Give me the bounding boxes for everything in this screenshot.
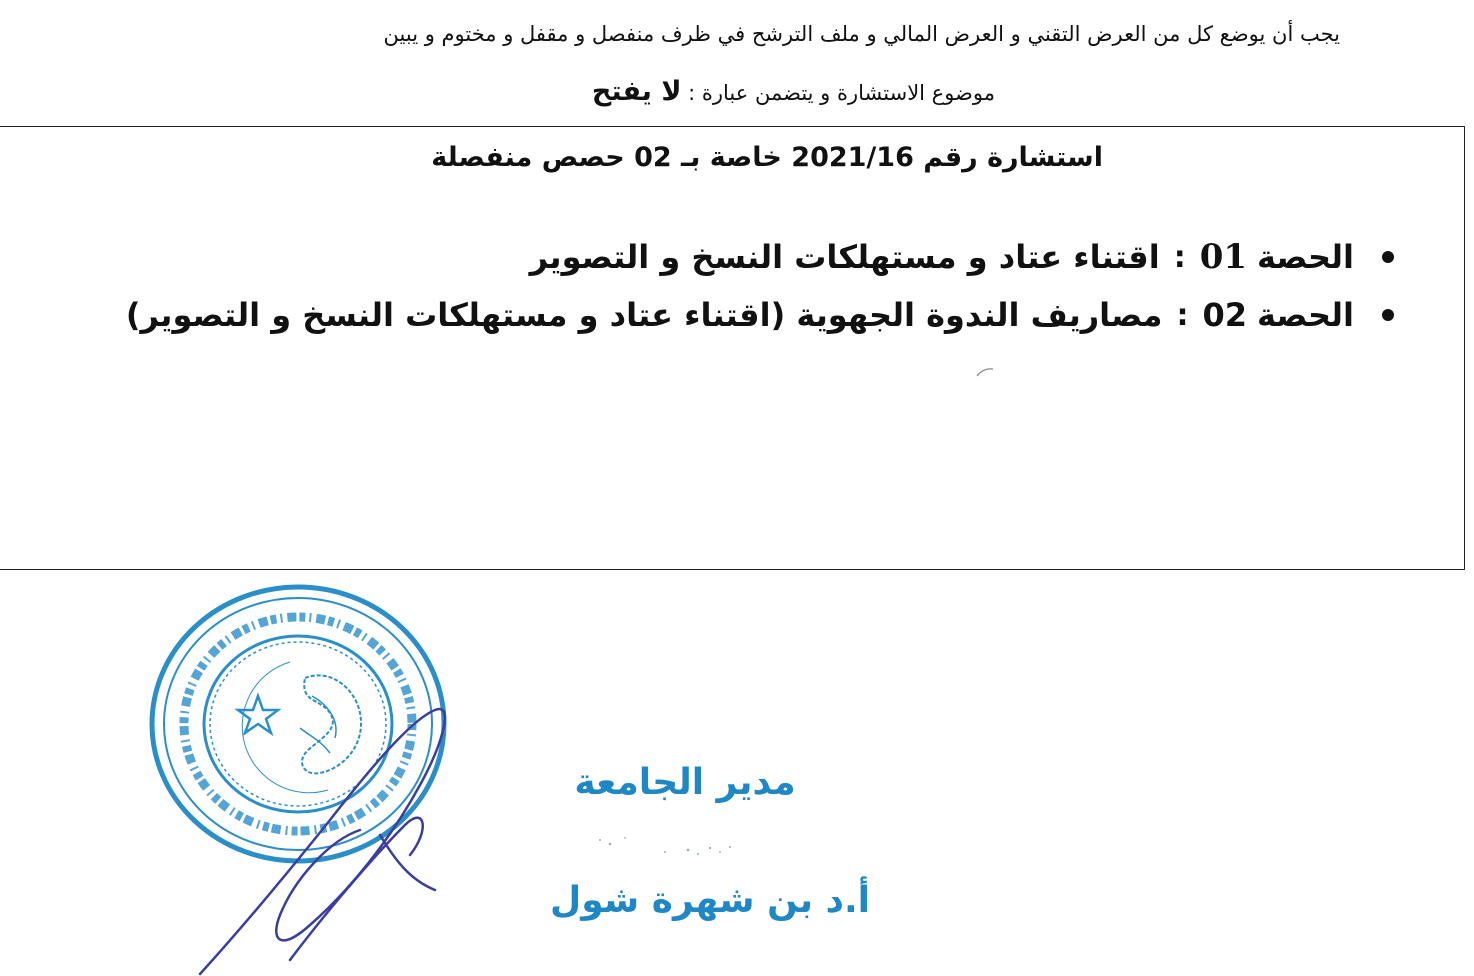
lot-item (140, 228, 1400, 286)
bullet-icon (1382, 251, 1394, 263)
instruction-text-2: موضوع الاستشارة و يتضمن عبارة : (688, 81, 995, 105)
lot-label: الحصة (1257, 238, 1354, 276)
consultation-box (0, 126, 1465, 570)
lot-separator: : (1173, 239, 1186, 275)
consultation-title: استشارة رقم 2021/16 خاصة بـ 02 حصص منفصلة (431, 142, 1103, 173)
lot-number: 02 (1202, 296, 1248, 334)
bullet-icon (1382, 309, 1394, 321)
lot-separator: : (1176, 297, 1189, 333)
stray-pen-mark (975, 366, 995, 378)
lot-description: اقتناء عتاد و مستهلكات النسخ و التصوير (529, 238, 1160, 276)
instruction-line-1 (140, 22, 1340, 46)
signatory-title: مدير الجامعة (574, 762, 796, 803)
scan-speckle (580, 830, 760, 870)
instruction-line-2 (380, 76, 995, 107)
lot-number: 01 (1199, 237, 1248, 277)
signatory-name: أ.د بن شهرة شول (549, 880, 871, 921)
lot-description: مصاريف الندوة الجهوية (اقتناء عتاد و مستهلكات النسخ و التصوير) (125, 296, 1163, 334)
lot-label: الحصة (1257, 296, 1354, 334)
handwritten-signature (180, 690, 450, 976)
lots-list (125, 228, 1400, 344)
do-not-open-emphasis: لا يفتح (591, 76, 682, 107)
instruction-text-1: يجب أن يوضع كل من العرض التقني و العرض المالي و ملف الترشح في ظرف منفصل و مقفل و مختوم و يبين (383, 22, 1340, 46)
lot-item (125, 286, 1400, 344)
